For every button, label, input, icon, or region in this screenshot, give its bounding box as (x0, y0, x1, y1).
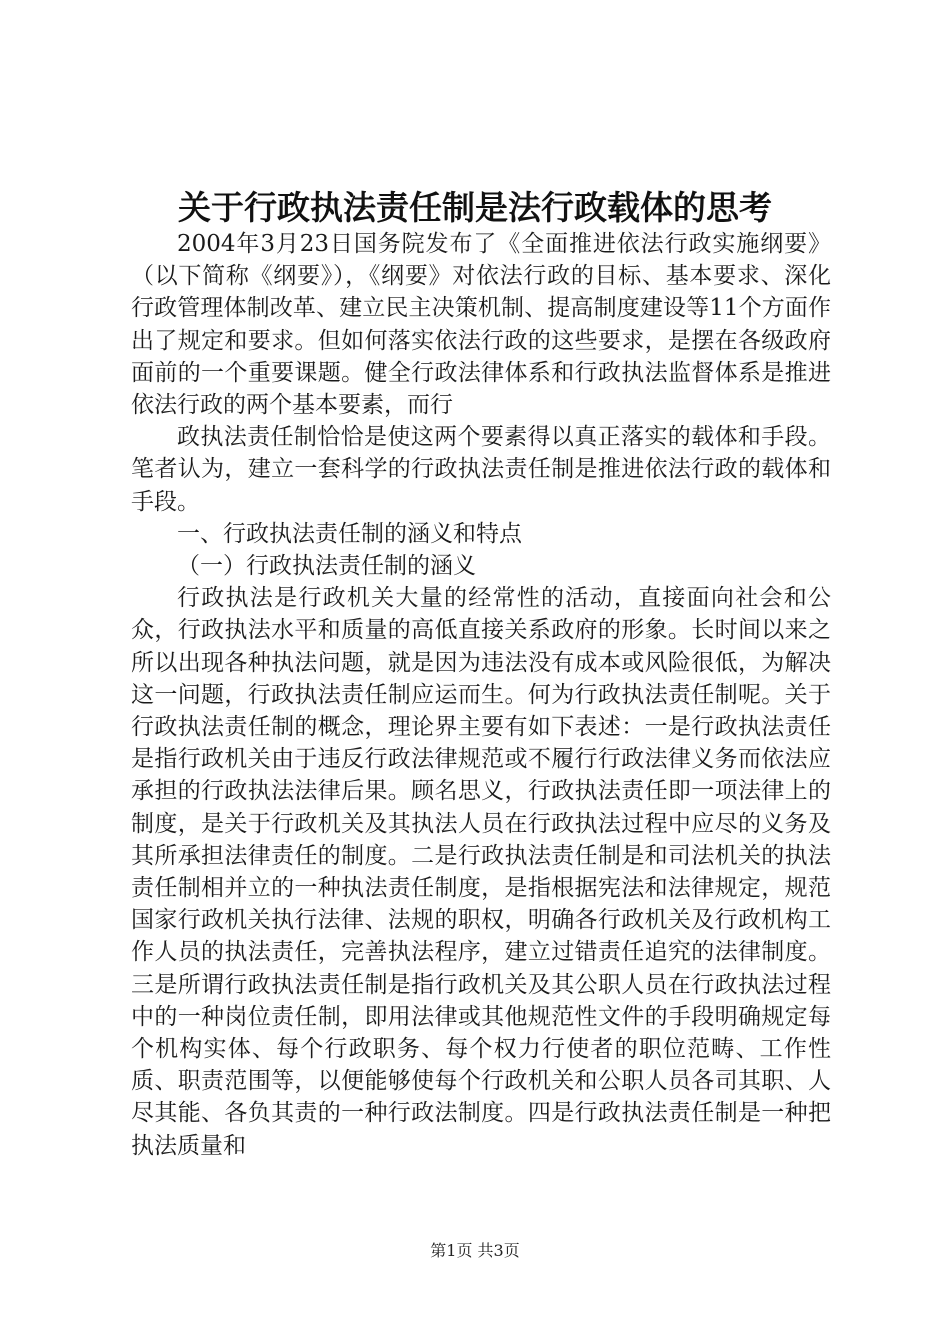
body-paragraph: 政执法责任制恰恰是使这两个要素得以真正落实的载体和手段。笔者认为，建立一套科学的行政执法责任制是推进依法行政的载体和手段。 (131, 424, 831, 515)
document-body (131, 228, 831, 1162)
body-paragraph: 行政执法是行政机关大量的经常性的活动，直接面向社会和公众，行政执法水平和质量的高低直接关系政府的形象。长时间以来之所以出现各种执法问题，就是因为违法没有成本或风险很低，为解决这一问题，行政执法责任制应运而生。何为行政执法责任制呢。关于行政执法责任制的概念，理论界主要有如下表述：一是行政执法责任是指行政机关由于违反行政法律规范或不履行行政法律义务而依法应承担的行政执法法律后果。顾名思义，行政执法责任即一项法律上的制度，是关于行政机关及其执法人员在行政执法过程中应尽的义务及其所承担法律责任的制度。二是行政执法责任制是和司法机关的执法责任制相并立的一种执法责任制度，是指根据宪法和法律规定，规范国家行政机关执行法律、法规的职权，明确各行政机关及行政机构工作人员的执法责任，完善执法程序，建立过错责任追究的法律制度。三是所谓行政执法责任制是指行政机关及其公职人员在行政执法过程中的一种岗位责任制，即用法律或其他规范性文件的手段明确规定每个机构实体、每个行政职务、每个权力行使者的职位范畴、工作性质、职责范围等，以便能够使每个行政机关和公职人员各司其职、人尽其能、各负其责的一种行政法制度。四是行政执法责任制是一种把执法质量和 (131, 585, 831, 1159)
document-title: 关于行政执法责任制是法行政载体的思考 (178, 188, 772, 227)
page-number-footer: 第1页 共3页 (430, 1241, 520, 1260)
subsection-heading: （一）行政执法责任制的涵义 (177, 553, 476, 580)
section-heading: 一、行政执法责任制的涵义和特点 (177, 520, 522, 547)
body-paragraph: 2004年3月23日国务院发布了《全面推进依法行政实施纲要》（以下简称《纲要》），《纲要》对依法行政的目标、基本要求、深化行政管理体制改革、建立民主决策机制、提高制度建设等11个方面作出了规定和要求。但如何落实依法行政的这些要求，是摆在各级政府面前的一个重要课题。健全行政法律体系和行政执法监督体系是推进依法行政的两个基本要素，而行 (131, 231, 831, 419)
